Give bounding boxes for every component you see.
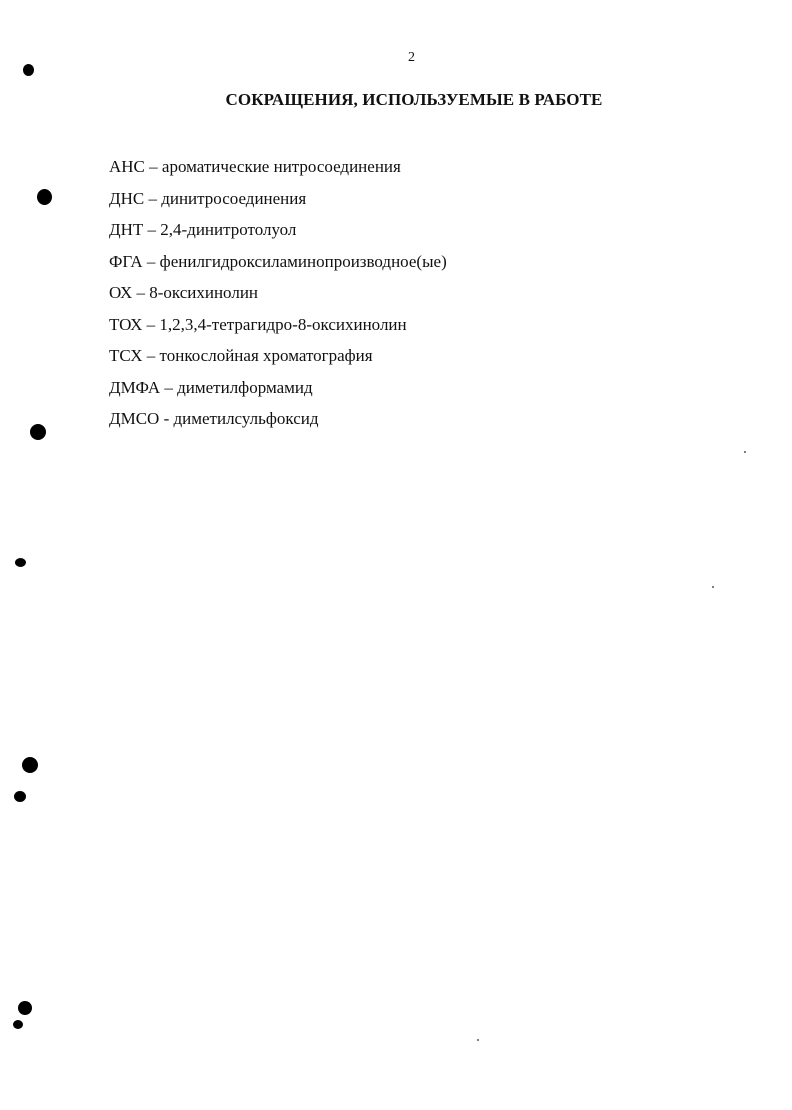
scan-speck [477, 1039, 479, 1041]
scan-speck [712, 586, 714, 588]
page-title: СОКРАЩЕНИЯ, ИСПОЛЬЗУЕМЫЕ В РАБОТЕ [225, 90, 603, 109]
punch-hole-mark [23, 64, 34, 76]
punch-hole-mark [13, 1020, 23, 1029]
punch-hole-mark [22, 757, 38, 773]
abbreviation-item: ДНС – динитросоединения [109, 188, 307, 208]
abbreviation-item: АНС – ароматические нитросоединения [109, 157, 401, 176]
abbreviation-item: ОХ – 8-оксихинолин [109, 283, 259, 302]
punch-hole-mark [14, 791, 26, 802]
abbreviation-item: ТСХ – тонкослойная хроматография [109, 346, 373, 365]
abbreviation-item: ТОХ – 1,2,3,4-тетрагидро-8-оксихинолин [109, 314, 407, 334]
punch-hole-mark [30, 424, 46, 440]
punch-hole-mark [18, 1001, 32, 1015]
abbreviation-item: ФГА – фенилгидроксиламинопроизводное(ые) [109, 251, 447, 271]
abbreviation-item: ДМФА – диметилформамид [109, 377, 313, 397]
scan-speck [744, 451, 746, 453]
abbreviation-list [109, 157, 447, 441]
page-number: 2 [408, 50, 415, 65]
punch-hole-mark [15, 558, 26, 567]
punch-hole-mark [37, 189, 52, 205]
abbreviation-item: ДНТ – 2,4-динитротолуол [109, 220, 297, 239]
abbreviation-item: ДМСО - диметилсульфоксид [109, 409, 319, 428]
